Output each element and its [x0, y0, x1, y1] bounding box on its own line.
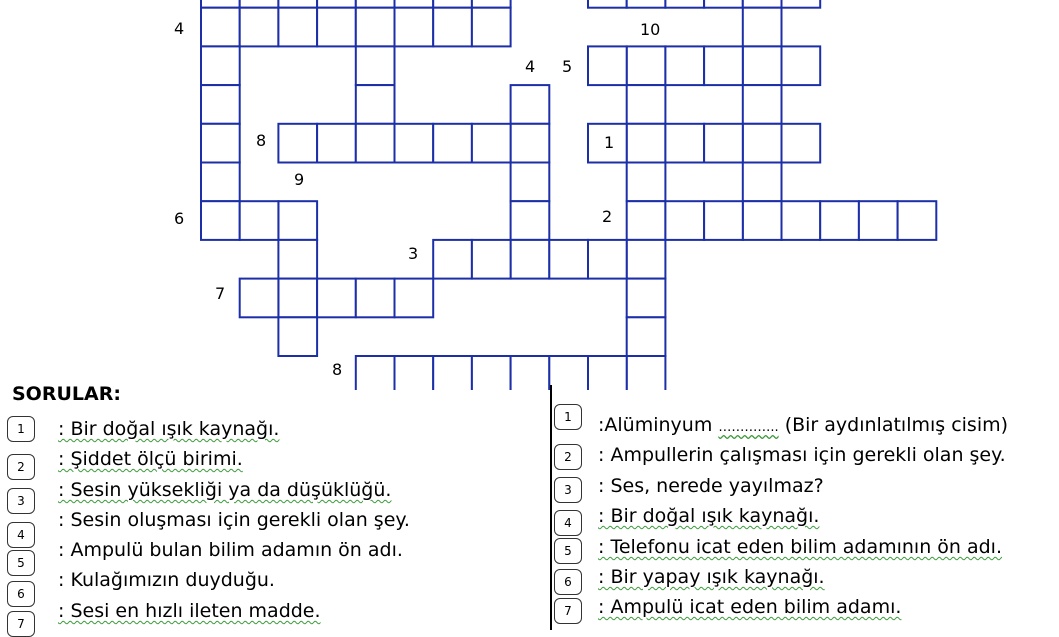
- crossword-cell[interactable]: [317, 8, 356, 47]
- crossword-cell[interactable]: [511, 124, 550, 163]
- right-question-text: : Bir yapay ışık kaynağı.: [598, 566, 825, 588]
- crossword-cell[interactable]: [511, 240, 550, 279]
- left-question-text: : Sesi en hızlı ileten madde.: [58, 600, 321, 622]
- crossword-cell[interactable]: [511, 201, 550, 240]
- crossword-cell[interactable]: [395, 0, 434, 8]
- right-question-number: 2: [554, 444, 582, 470]
- crossword-cell[interactable]: [627, 201, 666, 240]
- left-question-text: : Şiddet ölçü birimi.: [58, 448, 243, 470]
- crossword-cell[interactable]: [395, 8, 434, 47]
- clue-number-4-down: 4: [525, 57, 536, 76]
- crossword-cell[interactable]: [704, 201, 743, 240]
- crossword-cell[interactable]: [627, 46, 666, 85]
- crossword-cell[interactable]: [665, 201, 704, 240]
- clue-number-4-across: 4: [174, 19, 185, 38]
- crossword-cell[interactable]: [627, 279, 666, 318]
- crossword-cell[interactable]: [627, 356, 666, 390]
- clue-number-2: 2: [602, 207, 613, 226]
- crossword-cell[interactable]: [743, 163, 782, 202]
- crossword-cell[interactable]: [743, 124, 782, 163]
- crossword-cell[interactable]: [201, 46, 240, 85]
- left-question-number: 7: [7, 611, 35, 637]
- crossword-cell[interactable]: [201, 163, 240, 202]
- left-question-number: 6: [7, 581, 35, 607]
- crossword-cell[interactable]: [743, 46, 782, 85]
- crossword-cell[interactable]: [356, 8, 395, 47]
- crossword-cell[interactable]: [704, 124, 743, 163]
- crossword-cell[interactable]: [240, 0, 279, 8]
- crossword-cell[interactable]: [627, 0, 666, 8]
- clue-number-3: 3: [408, 244, 419, 263]
- crossword-cell[interactable]: [317, 279, 356, 318]
- left-question-text: : Bir doğal ışık kaynağı.: [58, 418, 280, 440]
- clue-number-8-top: 8: [256, 131, 267, 150]
- left-question-number: 3: [7, 488, 35, 514]
- crossword-cell[interactable]: [201, 201, 240, 240]
- crossword-cell[interactable]: [627, 240, 666, 279]
- crossword-cell[interactable]: [317, 124, 356, 163]
- crossword-cell[interactable]: [278, 201, 317, 240]
- right-question-number: 4: [554, 510, 582, 536]
- crossword-cell[interactable]: [395, 356, 434, 390]
- crossword-cell[interactable]: [665, 46, 704, 85]
- right-question-text: : Ses, nerede yayılmaz?: [598, 475, 824, 497]
- crossword-cell[interactable]: [859, 201, 898, 240]
- crossword-cell[interactable]: [317, 0, 356, 8]
- crossword-cell[interactable]: [278, 124, 317, 163]
- crossword-cell[interactable]: [395, 124, 434, 163]
- crossword-cell[interactable]: [278, 240, 317, 279]
- clue-number-10: 10: [640, 20, 661, 39]
- crossword-cell[interactable]: [898, 201, 937, 240]
- crossword-cell[interactable]: [627, 163, 666, 202]
- right-question-prefix: :Alüminyum: [598, 414, 719, 436]
- clue-number-1: 1: [604, 133, 615, 152]
- crossword-cell[interactable]: [511, 356, 550, 390]
- right-question-text: : Ampulü icat eden bilim adamı.: [598, 596, 902, 618]
- crossword-cell[interactable]: [665, 0, 704, 8]
- clue-number-5: 5: [562, 57, 573, 76]
- right-question-text: : Bir doğal ışık kaynağı.: [598, 505, 820, 527]
- crossword-cell[interactable]: [782, 0, 821, 8]
- left-question-text: : Kulağımızın duyduğu.: [58, 569, 275, 591]
- clue-number-9: 9: [294, 170, 305, 189]
- crossword-cell[interactable]: [201, 124, 240, 163]
- crossword-cell[interactable]: [240, 201, 279, 240]
- crossword-cell[interactable]: [433, 240, 472, 279]
- left-question-text: : Ampulü bulan bilim adamın ön adı.: [58, 539, 403, 561]
- crossword-cell[interactable]: [395, 279, 434, 318]
- answer-blank: …………..: [718, 420, 779, 435]
- crossword-cell[interactable]: [201, 8, 240, 47]
- crossword-cell[interactable]: [433, 0, 472, 8]
- right-question-text: : Telefonu icat eden bilim adamının ön adı.: [598, 536, 1003, 558]
- crossword-cell[interactable]: [511, 163, 550, 202]
- crossword-cell[interactable]: [782, 201, 821, 240]
- crossword-cell[interactable]: [704, 0, 743, 8]
- crossword-cell[interactable]: [240, 8, 279, 47]
- crossword-cell[interactable]: [278, 8, 317, 47]
- crossword-cell[interactable]: [433, 356, 472, 390]
- crossword-cell[interactable]: [743, 0, 782, 8]
- crossword-cell[interactable]: [356, 0, 395, 8]
- right-question-text: : Ampullerin çalışması için gerekli olan şey.: [598, 444, 1006, 466]
- crossword-cell[interactable]: [782, 124, 821, 163]
- crossword-cell[interactable]: [549, 240, 588, 279]
- clue-number-7: 7: [215, 284, 226, 303]
- left-question-text: : Sesin yüksekliği ya da düşüklüğü.: [58, 479, 392, 501]
- crossword-cell[interactable]: [588, 356, 627, 390]
- crossword-cell[interactable]: [743, 85, 782, 124]
- crossword-cell[interactable]: [665, 124, 704, 163]
- right-question-number: 5: [554, 538, 582, 564]
- clue-number-8-bottom: 8: [332, 360, 343, 379]
- crossword-cell[interactable]: [472, 356, 511, 390]
- crossword-cell[interactable]: [278, 0, 317, 8]
- crossword-cell[interactable]: [356, 124, 395, 163]
- clue-number-6: 6: [174, 209, 185, 228]
- crossword-cell[interactable]: [278, 279, 317, 318]
- crossword-cell[interactable]: [472, 0, 511, 8]
- left-question-number: 2: [7, 454, 35, 480]
- crossword-cell[interactable]: [782, 46, 821, 85]
- crossword-cell[interactable]: [627, 124, 666, 163]
- right-question-number: 7: [554, 598, 582, 624]
- crossword-cell[interactable]: [588, 240, 627, 279]
- right-question-text: [598, 414, 1008, 439]
- crossword-cell[interactable]: [743, 201, 782, 240]
- crossword-cell[interactable]: [356, 46, 395, 85]
- crossword-cell[interactable]: [356, 85, 395, 124]
- crossword-cell[interactable]: [472, 8, 511, 47]
- crossword-cell[interactable]: [356, 356, 395, 390]
- crossword-cell[interactable]: [743, 8, 782, 47]
- crossword-cell[interactable]: [627, 317, 666, 356]
- right-question-number: 1: [554, 404, 582, 430]
- right-question-number: 6: [554, 569, 582, 595]
- crossword-cell[interactable]: [472, 240, 511, 279]
- column-divider: [550, 385, 552, 630]
- questions-title: SORULAR:: [12, 383, 121, 405]
- left-question-number: 4: [7, 522, 35, 548]
- crossword-cell[interactable]: [201, 85, 240, 124]
- right-question-number: 3: [554, 477, 582, 503]
- crossword-cell[interactable]: [549, 356, 588, 390]
- crossword-cell[interactable]: [627, 85, 666, 124]
- crossword-cell[interactable]: [278, 317, 317, 356]
- crossword-cell[interactable]: [588, 46, 627, 85]
- crossword-cell[interactable]: [240, 279, 279, 318]
- left-question-number: 5: [7, 550, 35, 576]
- left-question-text: : Sesin oluşması için gerekli olan şey.: [58, 509, 410, 531]
- crossword-cell[interactable]: [704, 46, 743, 85]
- crossword-cell[interactable]: [433, 8, 472, 47]
- left-question-number: 1: [7, 416, 35, 442]
- crossword-cell[interactable]: [511, 85, 550, 124]
- crossword-cell[interactable]: [433, 124, 472, 163]
- crossword-cell[interactable]: [201, 0, 240, 8]
- crossword-cell[interactable]: [588, 0, 627, 8]
- right-question-suffix: (Bir aydınlatılmış cisim): [778, 414, 1009, 436]
- crossword-cell[interactable]: [356, 279, 395, 318]
- crossword-cell[interactable]: [472, 124, 511, 163]
- crossword-cell[interactable]: [820, 201, 859, 240]
